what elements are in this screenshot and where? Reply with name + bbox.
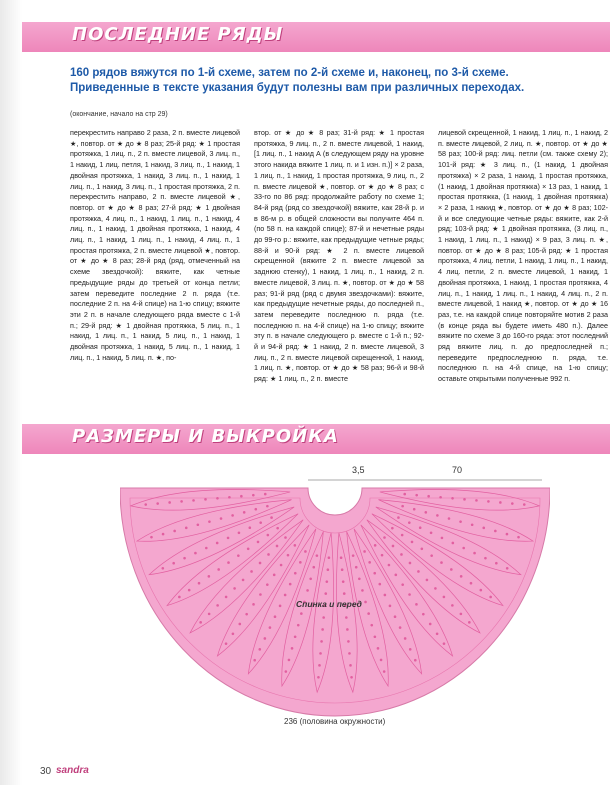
eyelet-dot [204,498,207,501]
eyelet-dot [367,612,370,615]
eyelet-dot [392,545,395,548]
eyelet-dot [249,526,252,529]
eyelet-dot [197,523,200,526]
eyelet-dot [482,527,485,530]
eyelet-dot [144,503,147,506]
text-column-3: лицевой скрещенной, 1 накид, 1 лиц. п., 1 накид, 2 п. вместе лицевой, 2 лиц. п. ★, повтор. от ★ до ★ 58 раз; 100-й ряд: лиц. петли (см. также схему 2); 101-й ряд: ★ 3 лиц. п., (1 накид, 1 двойная протяжка) × 2 раза, 1 накид, 1 простая протяжка, (1 накид, 1 двойная протяжка) × 13 раз, 1 накид, 1 простая протяжка, (1 накид, 1 двойная протяжка) × 2 раза, 1 накид ★, повтор. от ★ до ★ 8 раз; 102-й и все следующие четные ряды: вяжите, как 2-й ряд; 103-й ряд: ★ 1 двойная протяжка, (3 лиц. п., 1 накид, 1 лиц. п., 1 накид) × 9 раз, 3 лиц. п. ★, повтор. от ★ до ★ 8 раз; 105-й ряд: ★ 1 простая протяжка, 4 лиц. петли, 1 накид, 1 лиц. п., 1 накид, 4 лиц. петли, 2 п. вместе лицевой, 1 накид, 1 двойная протяжка, 1 накид, 1 простая протяжка, 4 лиц. п., 1 накид, 1 лиц. п., 1 накид, 4 лиц. п., 2 п. вместе лицевой, 1 накид ★, повтор. от ★ до ★ 16 раз, т.е. на каждой спице повторяйте мотив 2 раза (в конце ряда вы будете иметь 480 п.). Далее вяжите по схеме 3 до 160-го ряда: этот последний ряд вяжите лиц. п. до предпоследней п.; переведите предпоследнюю п. ряда, т.е. последнюю п. на 4-й спице, на 1-ю спицу; оставьте открытыми полученные 992 п. [438,128,608,384]
eyelet-dot [233,587,236,590]
eyelet-dot [288,659,291,662]
eyelet-dot [320,640,323,643]
eyelet-dot [343,592,346,595]
eyelet-dot [397,516,400,519]
eyelet-dot [383,670,386,673]
eyelet-dot [460,613,463,616]
eyelet-dot [252,603,255,606]
eyelet-dot [489,596,492,599]
eyelet-dot [168,501,171,504]
eyelet-dot [289,583,292,586]
text-column-1: перекрестить направо 2 раза, 2 п. вместе лицевой ★, повтор. от ★ до ★ 8 раз; 25-й ряд: ★ 1 простая протяжка, 1 лиц. п., 2 п. вместе лицевой, 3 лиц. п., 1 накид, 1 лиц. петля, 1 накид, 3 лиц. п., 1 накид, 1 двойная протяжка, 1 накид, 3 лиц. п., 1 накид, 1 лиц. п., 1 накид, 3 лиц. п., 1 простая протяжка, 2 п. перекрестить направо, 2 п. вместе лицевой ★, повтор. от ★ до ★ 8 раз; 27-й ряд: ★ 1 двойная протяжка, 4 лиц. п., 1 накид, 1 лиц. п., 1 накид, 4 лиц. п., 1 накид, 1 двойная протяжка, 1 накид, 4 лиц. п., 1 накид, 1 лиц. п., 1 накид, 4 лиц. п., 1 простая протяжка, 2 п. вместе лицевой ★, повтор. от ★ до ★ 8 раз; 28-й ряд (ряд, отмеченный на схеме звездочкой): вяжите, как четные предыдущие ряды до третьей от конца петли; затем переведите последние 2 п. ряда (т.е. последние 2 п. на 4-й спице) на 1-ю спицу; вяжите эти 2 п. в начале следующего ряда вместе с 1-й п.; 29-й ряд: ★ 1 двойная протяжка, 5 лиц. п., 1 накид, 1 лиц. п., 1 накид, 5 лиц. п., 1 накид, 1 двойная протяжка, 1 накид, 5 лиц. п., 1 накид, 1 лиц. п., 1 накид, 5 лиц. п. ★, по- [70,128,240,362]
eyelet-dot [417,570,420,573]
dimension-width: 70 [452,465,463,475]
eyelet-dot [237,554,240,557]
eyelet-dot [436,633,439,636]
eyelet-dot [413,508,416,511]
eyelet-dot [463,498,466,501]
eyelet-dot [448,517,451,520]
eyelet-dot [258,648,261,651]
eyelet-dot [284,594,287,597]
eyelet-dot [188,589,191,592]
eyelet-dot [327,568,330,571]
eyelet-dot [269,626,272,629]
eyelet-dot [294,544,297,547]
eyelet-dot [304,550,307,553]
eyelet-dot [408,593,411,596]
eyelet-dot [373,572,376,575]
eyelet-dot [439,496,442,499]
eyelet-dot [506,567,509,570]
eyelet-dot [342,580,345,583]
eyelet-dot [506,533,509,536]
eyelet-dot [280,564,283,567]
eyelet-dot [267,534,270,537]
eyelet-dot [426,579,429,582]
eyelet-dot [361,589,364,592]
eyelet-dot [285,670,288,673]
eyelet-dot [399,626,402,629]
eyelet-dot [348,652,351,655]
eyelet-dot [511,502,514,505]
section-header-sizes [22,424,610,454]
eyelet-dot [421,547,424,550]
section-header-last-rows [22,22,610,52]
pattern-figure [120,468,550,718]
eyelet-dot [475,499,478,502]
eyelet-dot [324,592,327,595]
eyelet-dot [443,596,446,599]
magazine-name: sandra [56,765,89,776]
eyelet-dot [352,554,355,557]
eyelet-dot [459,520,462,523]
eyelet-dot [318,664,321,667]
eyelet-dot [495,562,498,565]
eyelet-dot [499,501,502,504]
eyelet-dot [294,572,297,575]
eyelet-dot [374,635,377,638]
eyelet-dot [377,647,380,650]
eyelet-dot [484,557,487,560]
eyelet-dot [523,503,526,506]
eyelet-dot [358,577,361,580]
eyelet-dot [276,545,279,548]
eyelet-dot [250,570,253,573]
eyelet-dot [401,505,404,508]
eyelet-dot [247,547,250,550]
eyelet-dot [205,547,208,550]
eyelet-dot [156,502,159,505]
eyelet-dot [328,556,331,559]
eyelet-dot [264,637,267,640]
eyelet-dot [270,516,273,519]
eyelet-dot [208,520,211,523]
eyelet-dot [259,562,262,565]
eyelet-dot [401,534,404,537]
eyelet-dot [452,542,455,545]
eyelet-dot [317,676,320,679]
eyelet-dot [257,541,260,544]
eyelet-dot [198,582,201,585]
eyelet-dot [274,615,277,618]
eyelet-dot [470,582,473,585]
eyelet-dot [162,533,165,536]
eyelet-dot [243,511,246,514]
eyelet-dot [225,642,228,645]
eyelet-dot [253,659,256,662]
section-title: РАЗМЕРЫ И ВЫКРОЙКА [72,426,339,447]
eyelet-dot [309,577,312,580]
eyelet-dot [436,514,439,517]
eyelet-dot [238,623,241,626]
eyelet-dot [403,493,406,496]
eyelet-dot [319,652,322,655]
eyelet-dot [388,564,391,567]
eyelet-dot [414,659,417,662]
eyelet-dot [316,554,319,557]
eyelet-dot [383,536,386,539]
eyelet-dot [347,640,350,643]
eyelet-dot [401,583,404,586]
eyelet-dot [254,508,257,511]
eyelet-dot [441,537,444,540]
eyelet-dot [409,562,412,565]
eyelet-dot [471,523,474,526]
eyelet-dot [199,621,202,624]
eyelet-dot [245,613,248,616]
section-title: ПОСЛЕДНИЕ РЯДЫ [72,24,284,45]
eyelet-dot [434,587,437,590]
eyelet-dot [227,537,230,540]
text-column-2: втор. от ★ до ★ 8 раз; 31-й ряд: ★ 1 простая протяжка, 9 лиц. п., 2 п. вместе лицевой, 1 накид, [1 лиц. п., 1 накид А (в следующем ряду на уровне этого накида вяжите 1 лиц. п. и 1 изн. п.)] × 2 раза, 1 лиц. п., 1 накид, 1 простая протяжка, 9 лиц. п., 2 п. вместе лицевой ★, повтор. от ★ до ★ 8 раз; с 33-го по 86 ряд: продолжайте работу по схеме 1; 84-й ряд (ряд со звездочкой) вяжите, как 28-й р. и в 86-м р. в общей сложности вы получите 464 п. (по 58 п. на каждой спице); 87-й и нечетные ряды до 99-го р.: вяжите, как предыдущие четные ряды; 88-й и 90-й ряд: ★ 2 п. вместе лицевой скрещенной (вяжите 2 п. вместе лицевой за заднюю стенку), 1 накид, 1 лиц. п., 1 накид, 2 п. вместе лицевой, 3 лиц. п. ★, повтор. от ★ до ★ 58 раз; 91-й ряд (ряд с двумя звездочками): вяжите, как предыдущие нечетные ряды, до последней п., затем переведите последнюю п. ряда (т.е. последнюю п. на 4-й спице) на 1-ю спицу; вяжите эту п. в начале следующего р. вместе с 1-й п.; 92-й и 94-й ряд: ★ 1 накид, 2 п. вместе лицевой, 3 лиц. п., 2 п. вместе лицевой скрещенной, 1 накид, 1 лиц. п. ★, повтор. от ★ до ★ 58 раз; 96-й и 98-й ряд: ★ 1 лиц. п., 2 п. вместе [254,128,424,384]
eyelet-dot [312,566,315,569]
eyelet-dot [429,623,432,626]
eyelet-dot [368,561,371,564]
eyelet-dot [252,494,255,497]
eyelet-dot [284,536,287,539]
eyelet-dot [232,633,235,636]
eyelet-dot [408,521,411,524]
eyelet-dot [225,596,228,599]
eyelet-dot [287,554,290,557]
eyelet-dot [468,621,471,624]
eyelet-dot [346,628,349,631]
eyelet-dot [178,596,181,599]
eyelet-dot [355,566,358,569]
eyelet-dot [341,568,344,571]
eyelet-dot [220,517,223,520]
eyelet-dot [231,514,234,517]
eyelet-dot [183,557,186,560]
eyelet-dot [259,521,262,524]
eyelet-dot [267,553,270,556]
eyelet-dot [192,499,195,502]
eyelet-dot [391,527,394,530]
eyelet-dot [440,561,443,564]
eyelet-dot [419,526,422,529]
eyelet-dot [374,544,377,547]
eyelet-dot [228,496,231,499]
eyelet-dot [259,593,262,596]
eyelet-dot [381,554,384,557]
eyelet-dot [451,604,454,607]
dimension-neck: 3,5 [352,465,365,475]
eyelet-dot [494,530,497,533]
eyelet-dot [217,568,220,571]
eyelet-dot [276,527,279,530]
eyelet-dot [443,642,446,645]
eyelet-dot [173,530,176,533]
eyelet-dot [273,574,276,577]
eyelet-dot [378,583,381,586]
eyelet-dot [297,624,300,627]
eyelet-dot [480,589,483,592]
eyelet-dot [462,547,465,550]
eyelet-dot [162,567,165,570]
eyelet-dot [208,613,211,616]
eyelet-dot [460,575,463,578]
eyelet-dot [340,556,343,559]
eyelet-dot [404,637,407,640]
eyelet-dot [411,541,414,544]
eyelet-dot [291,647,294,650]
eyelet-dot [266,583,269,586]
eyelet-dot [364,601,367,604]
eyelet-dot [389,605,392,608]
eyelet-dot [345,616,348,619]
eyelet-dot [216,604,219,607]
eyelet-dot [415,603,418,606]
eyelet-dot [306,589,309,592]
eyelet-dot [370,624,373,627]
eyelet-dot [216,497,219,500]
eyelet-dot [300,612,303,615]
figure-label: Спинка и перед [296,599,362,609]
eyelet-dot [238,531,241,534]
eyelet-dot [322,616,325,619]
eyelet-dot [180,500,183,503]
eyelet-dot [185,527,188,530]
eyelet-dot [194,552,197,555]
eyelet-dot [409,648,412,651]
eyelet-dot [326,580,329,583]
eyelet-dot [350,676,353,679]
eyelet-dot [473,552,476,555]
eyelet-dot [172,562,175,565]
eyelet-dot [450,568,453,571]
eyelet-dot [487,500,490,503]
eyelet-dot [321,628,324,631]
intro-paragraph: 160 рядов вяжутся по 1-й схеме, затем по 2-й схеме и, наконец, по 3-й схеме. Приведенные в тексте указания будут полезны вам при различных переходах. [70,67,525,94]
eyelet-dot [208,575,211,578]
eyelet-dot [294,635,297,638]
eyelet-dot [227,561,230,564]
page-spine [0,0,22,785]
eyelet-dot [422,613,425,616]
eyelet-dot [264,493,267,496]
eyelet-dot [427,495,430,498]
eyelet-dot [517,536,520,539]
eyelet-dot [430,531,433,534]
eyelet-dot [384,594,387,597]
eyelet-dot [279,605,282,608]
page-number: 30 [40,766,52,777]
eyelet-dot [394,615,397,618]
eyelet-dot [349,664,352,667]
eyelet-dot [380,659,383,662]
eyelet-dot [394,574,397,577]
eyelet-dot [216,542,219,545]
eyelet-dot [242,579,245,582]
eyelet-dot [299,561,302,564]
eyelet-dot [266,505,269,508]
figure-caption: 236 (половина окружности) [284,717,386,726]
continuation-note: (окончание, начало на стр 29) [70,111,168,118]
eyelet-dot [415,494,418,497]
eyelet-dot [430,554,433,557]
eyelet-dot [240,495,243,498]
eyelet-dot [150,536,153,539]
eyelet-dot [363,550,366,553]
eyelet-dot [400,553,403,556]
eyelet-dot [424,511,427,514]
eyelet-dot [451,497,454,500]
